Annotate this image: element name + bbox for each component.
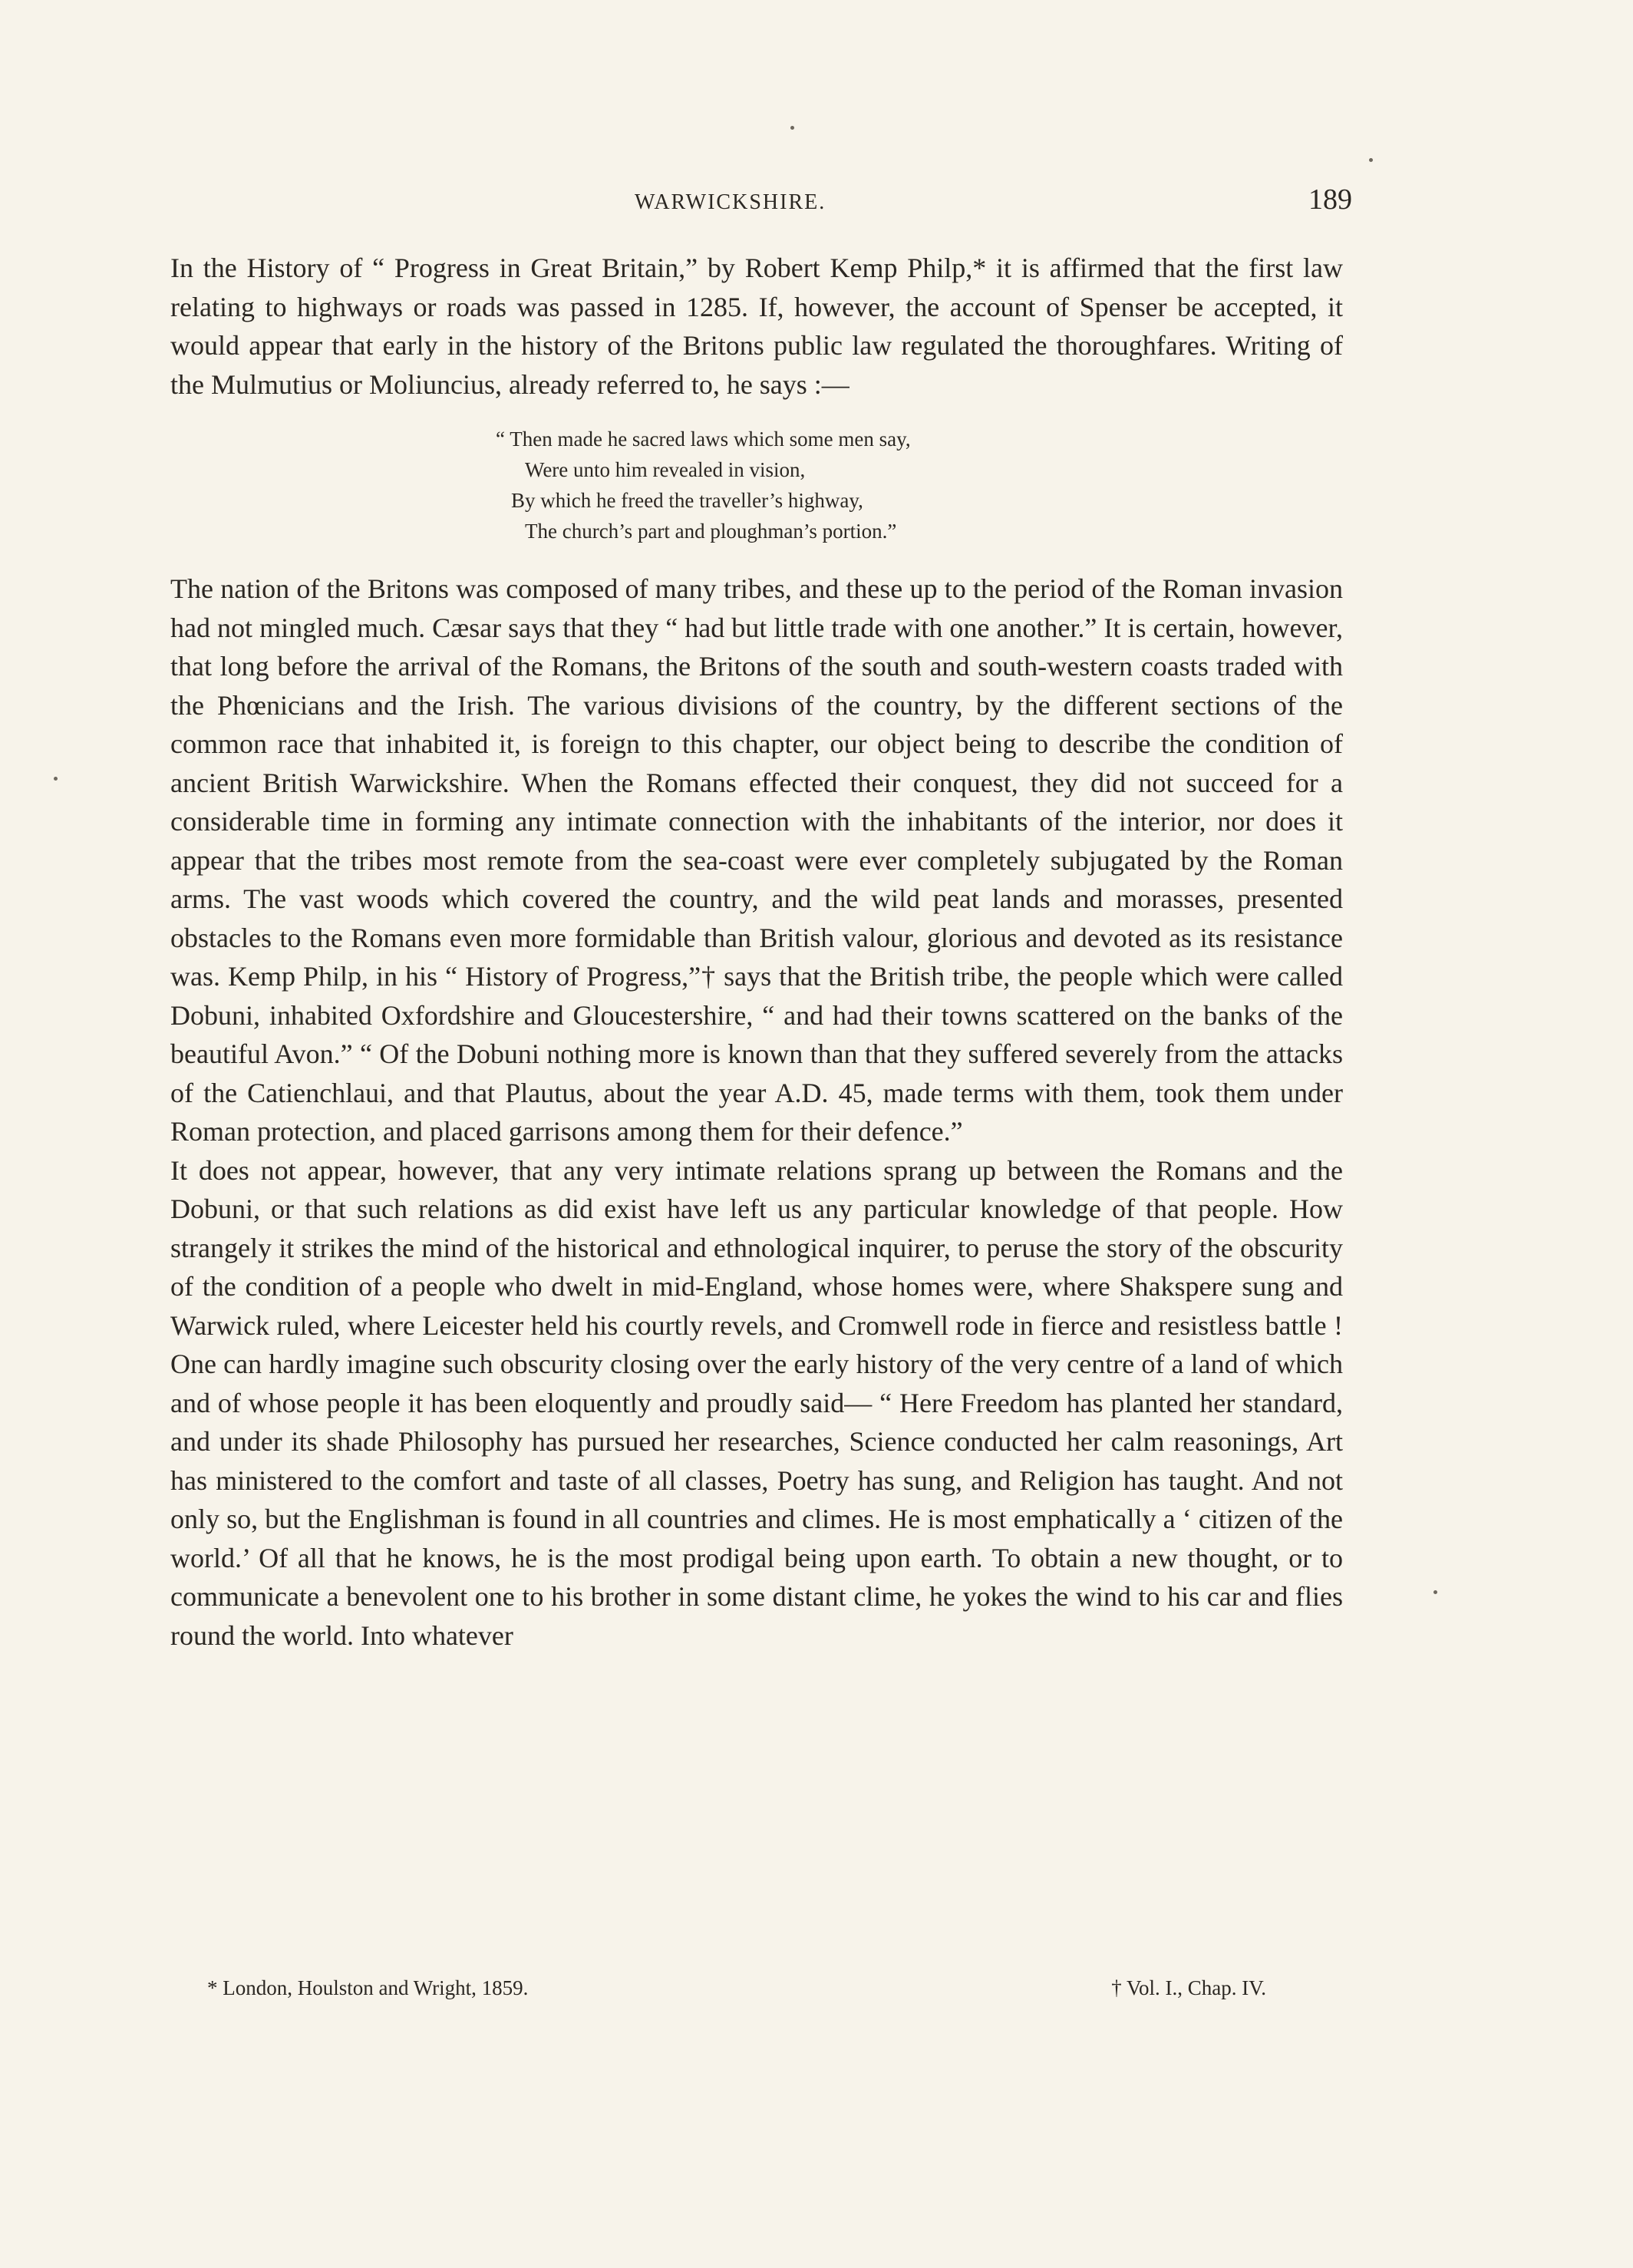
paper-speck [1433, 1590, 1437, 1594]
main-text [170, 249, 1343, 1655]
paper-speck [790, 126, 794, 130]
page-number: 189 [1308, 183, 1352, 216]
verse-line-4: The church’s part and ploughman’s portion.” [525, 520, 897, 543]
paper-speck [54, 777, 58, 781]
paragraph-1: In the History of “ Progress in Great Britain,” by Robert Kemp Philp,* it is affirmed that the first law relating to highways or roads was passed in 1285. If, however, the account of Spenser be accepted, it would appear that early in the history of the Britons public law regulated the thoroughfares. Writing of the Mulmutius or Moliuncius, already referred to, he says :— [170, 253, 1343, 400]
paragraph-3: It does not appear, however, that any very intimate relations sprang up between the Romans and the Dobuni, or that such relations as did exist have left us any particular knowledge of that people. How strangely it strikes the mind of the historical and ethnological inquirer, to peruse the story of the obscurity of the condition of a people who dwelt in mid-England, whose homes were, where Shakspere sung and Warwick ruled, where Leicester held his courtly revels, and Cromwell rode in fierce and resistless battle ! One can hardly imagine such obscurity closing over the early history of the very centre of a land of which and of whose people it has been eloquently and proudly said— “ Here Freedom has planted her standard, and under its shade Philosophy has pursued her researches, Science conducted her calm reasonings, Art has ministered to the comfort and taste of all classes, Poetry has sung, and Religion has taught. And not only so, but the Englishman is found in all countries and climes. He is most emphatically a ‘ citizen of the world.’ Of all that he knows, he is the most prodigal being upon earth. To obtain a new thought, or to communicate a benevolent one to his brother in some distant clime, he yokes the wind to his car and flies round the world. Into whatever [170, 1154, 1343, 1651]
verse-line-3: By which he freed the traveller’s highway, [511, 489, 863, 512]
page-header [170, 183, 1352, 229]
footnotes [207, 1976, 1266, 2007]
running-title: WARWICKSHIRE. [635, 190, 826, 214]
verse-quotation [170, 424, 1343, 546]
footnote-dagger: † Vol. I., Chap. IV. [1111, 1976, 1266, 1999]
footnote-asterisk: * London, Houlston and Wright, 1859. [207, 1976, 529, 1999]
verse-line-2: Were unto him revealed in vision, [525, 458, 806, 481]
paragraph-2: The nation of the Britons was composed of many tribes, and these up to the period of the Roman invasion had not mingled much. Cæsar says that they “ had but little trade with one another.” It is certain, however, that long before the arrival of the Romans, the Britons of the south and south-western coasts traded with the Phœnicians and the Irish. The various divisions of the country, by the different sections of the common race that inhabited it, is foreign to this chapter, our object being to describe the condition of ancient British Warwickshire. When the Romans effected their conquest, they did not succeed for a considerable time in forming any intimate connection with the inhabitants of the interior, nor does it appear that the tribes most remote from the sea-coast were ever completely subjugated by the Roman arms. The vast woods which covered the country, and the wild peat lands and morasses, presented obstacles to the Romans even more formidable than British valour, glorious and devoted as its resistance was. Kemp Philp, in his “ History of Progress,”† says that the British tribe, the people which were called Dobuni, inhabited Oxfordshire and Gloucestershire, “ and had their towns scattered on the banks of the beautiful Avon.” “ Of the Dobuni nothing more is known than that they suffered severely from the attacks of the Catienchlaui, and that Plautus, about the year A.D. 45, made terms with them, took them under Roman protection, and placed garrisons among them for their defence.” [170, 573, 1343, 1147]
verse-line-1: “ Then made he sacred laws which some men say, [496, 428, 911, 451]
paper-speck [1369, 158, 1373, 162]
